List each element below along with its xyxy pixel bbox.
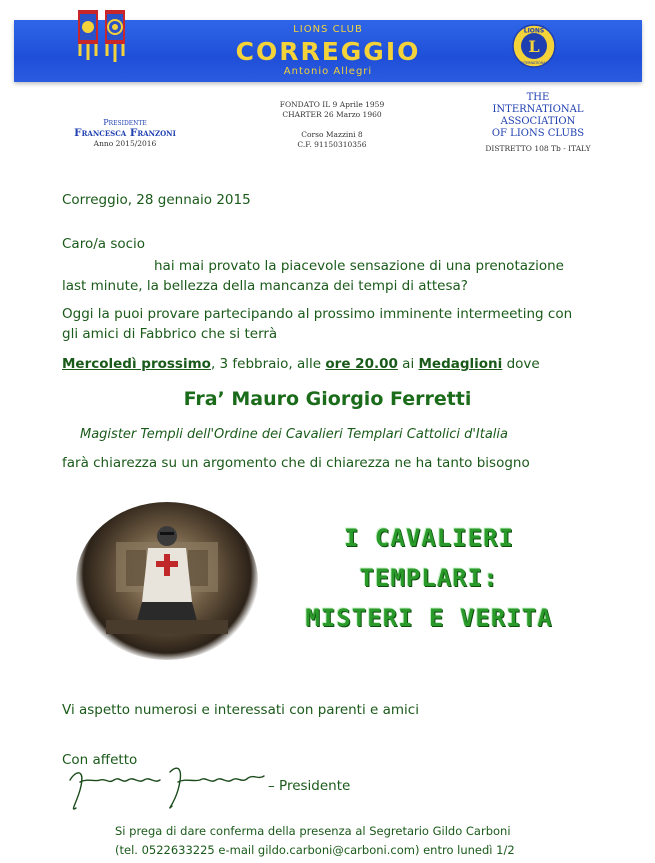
event-day: Mercoledì prossimo	[62, 356, 211, 372]
topic-title-line-3: MISTERI E VERITA	[305, 604, 553, 632]
club-subtitle: Antonio Allegri	[283, 66, 373, 77]
templar-knight-icon	[76, 502, 258, 660]
paragraph-1-line-2: last minute, la bellezza della mancanza dei tempi di attesa?	[62, 278, 468, 294]
association-line-1: THE	[526, 92, 550, 103]
association-line-4: OF LIONS CLUBS	[491, 128, 585, 139]
templar-knight-image	[76, 502, 258, 660]
event-time: ore 20.00	[325, 356, 398, 372]
letter-date: Correggio, 28 gennaio 2015	[62, 192, 251, 208]
logo-text: LIONS	[523, 27, 545, 35]
event-sep: ai	[397, 356, 419, 372]
pennant-flag-icon	[76, 10, 100, 66]
president-label: Presidente	[103, 118, 147, 127]
logo-letter: L	[528, 37, 540, 56]
tax-code: C.F. 91150310356	[297, 140, 367, 149]
topic-title-line-1: I CAVALIERI	[344, 524, 514, 552]
sign-off: Con affetto	[62, 752, 138, 768]
club-name: CORREGGIO	[235, 37, 421, 66]
club-pennant-icon	[103, 10, 127, 66]
speaker-name: Fra’ Mauro Giorgio Ferretti	[183, 388, 472, 410]
footer-line-2: (tel. 0522633225 e-mail gildo.carboni@carboni.com) entro lunedì 1/2	[115, 843, 515, 857]
handwritten-signature	[66, 760, 276, 820]
footer-line-1: Si prega di dare conferma della presenza al Segretario Gildo Carboni	[115, 824, 511, 838]
president-year: Anno 2015/2016	[93, 139, 157, 148]
event-date-text: , 3 febbraio, alle	[210, 356, 326, 372]
topic-title-line-2: TEMPLARI:	[359, 564, 499, 592]
district: DISTRETTO 108 Tb - ITALY	[485, 144, 591, 153]
lions-logo-icon	[512, 24, 556, 68]
event-place: Medaglioni	[418, 356, 503, 372]
president-block	[40, 118, 210, 148]
club-address: Corso Mazzini 8	[301, 130, 363, 139]
logo-bottom-text: INTERNATIONAL	[520, 61, 548, 65]
paragraph-2-line-1: Oggi la puoi provare partecipando al prossimo imminente intermeeting con	[62, 306, 573, 322]
event-end: dove	[502, 356, 540, 372]
association-line-3: ASSOCIATION	[500, 116, 576, 127]
charter-date: CHARTER 26 Marzo 1960	[282, 110, 382, 119]
association-line-2: INTERNATIONAL	[492, 104, 584, 115]
greeting: Caro/a socio	[62, 236, 146, 252]
closing-line: Vi aspetto numerosi e interessati con parenti e amici	[62, 702, 419, 718]
event-line	[62, 356, 540, 372]
topic-intro: farà chiarezza su un argomento che di chiarezza ne ha tanto bisogno	[62, 455, 530, 471]
paragraph-1-line-1: hai mai provato la piacevole sensazione di una prenotazione	[154, 258, 564, 274]
paragraph-2-line-2: gli amici di Fabbrico che si terrà	[62, 326, 278, 342]
association-block	[478, 92, 598, 153]
founded-date: FONDATO IL 9 Aprile 1959	[279, 100, 385, 109]
club-info-block	[262, 100, 402, 150]
speaker-role: Magister Templi dell'Ordine dei Cavalieri Templari Cattolici d'Italia	[80, 427, 508, 442]
signature-role: – Presidente	[268, 778, 351, 794]
president-name: Francesca Franzoni	[74, 127, 176, 139]
club-label: LIONS CLUB	[293, 24, 363, 35]
